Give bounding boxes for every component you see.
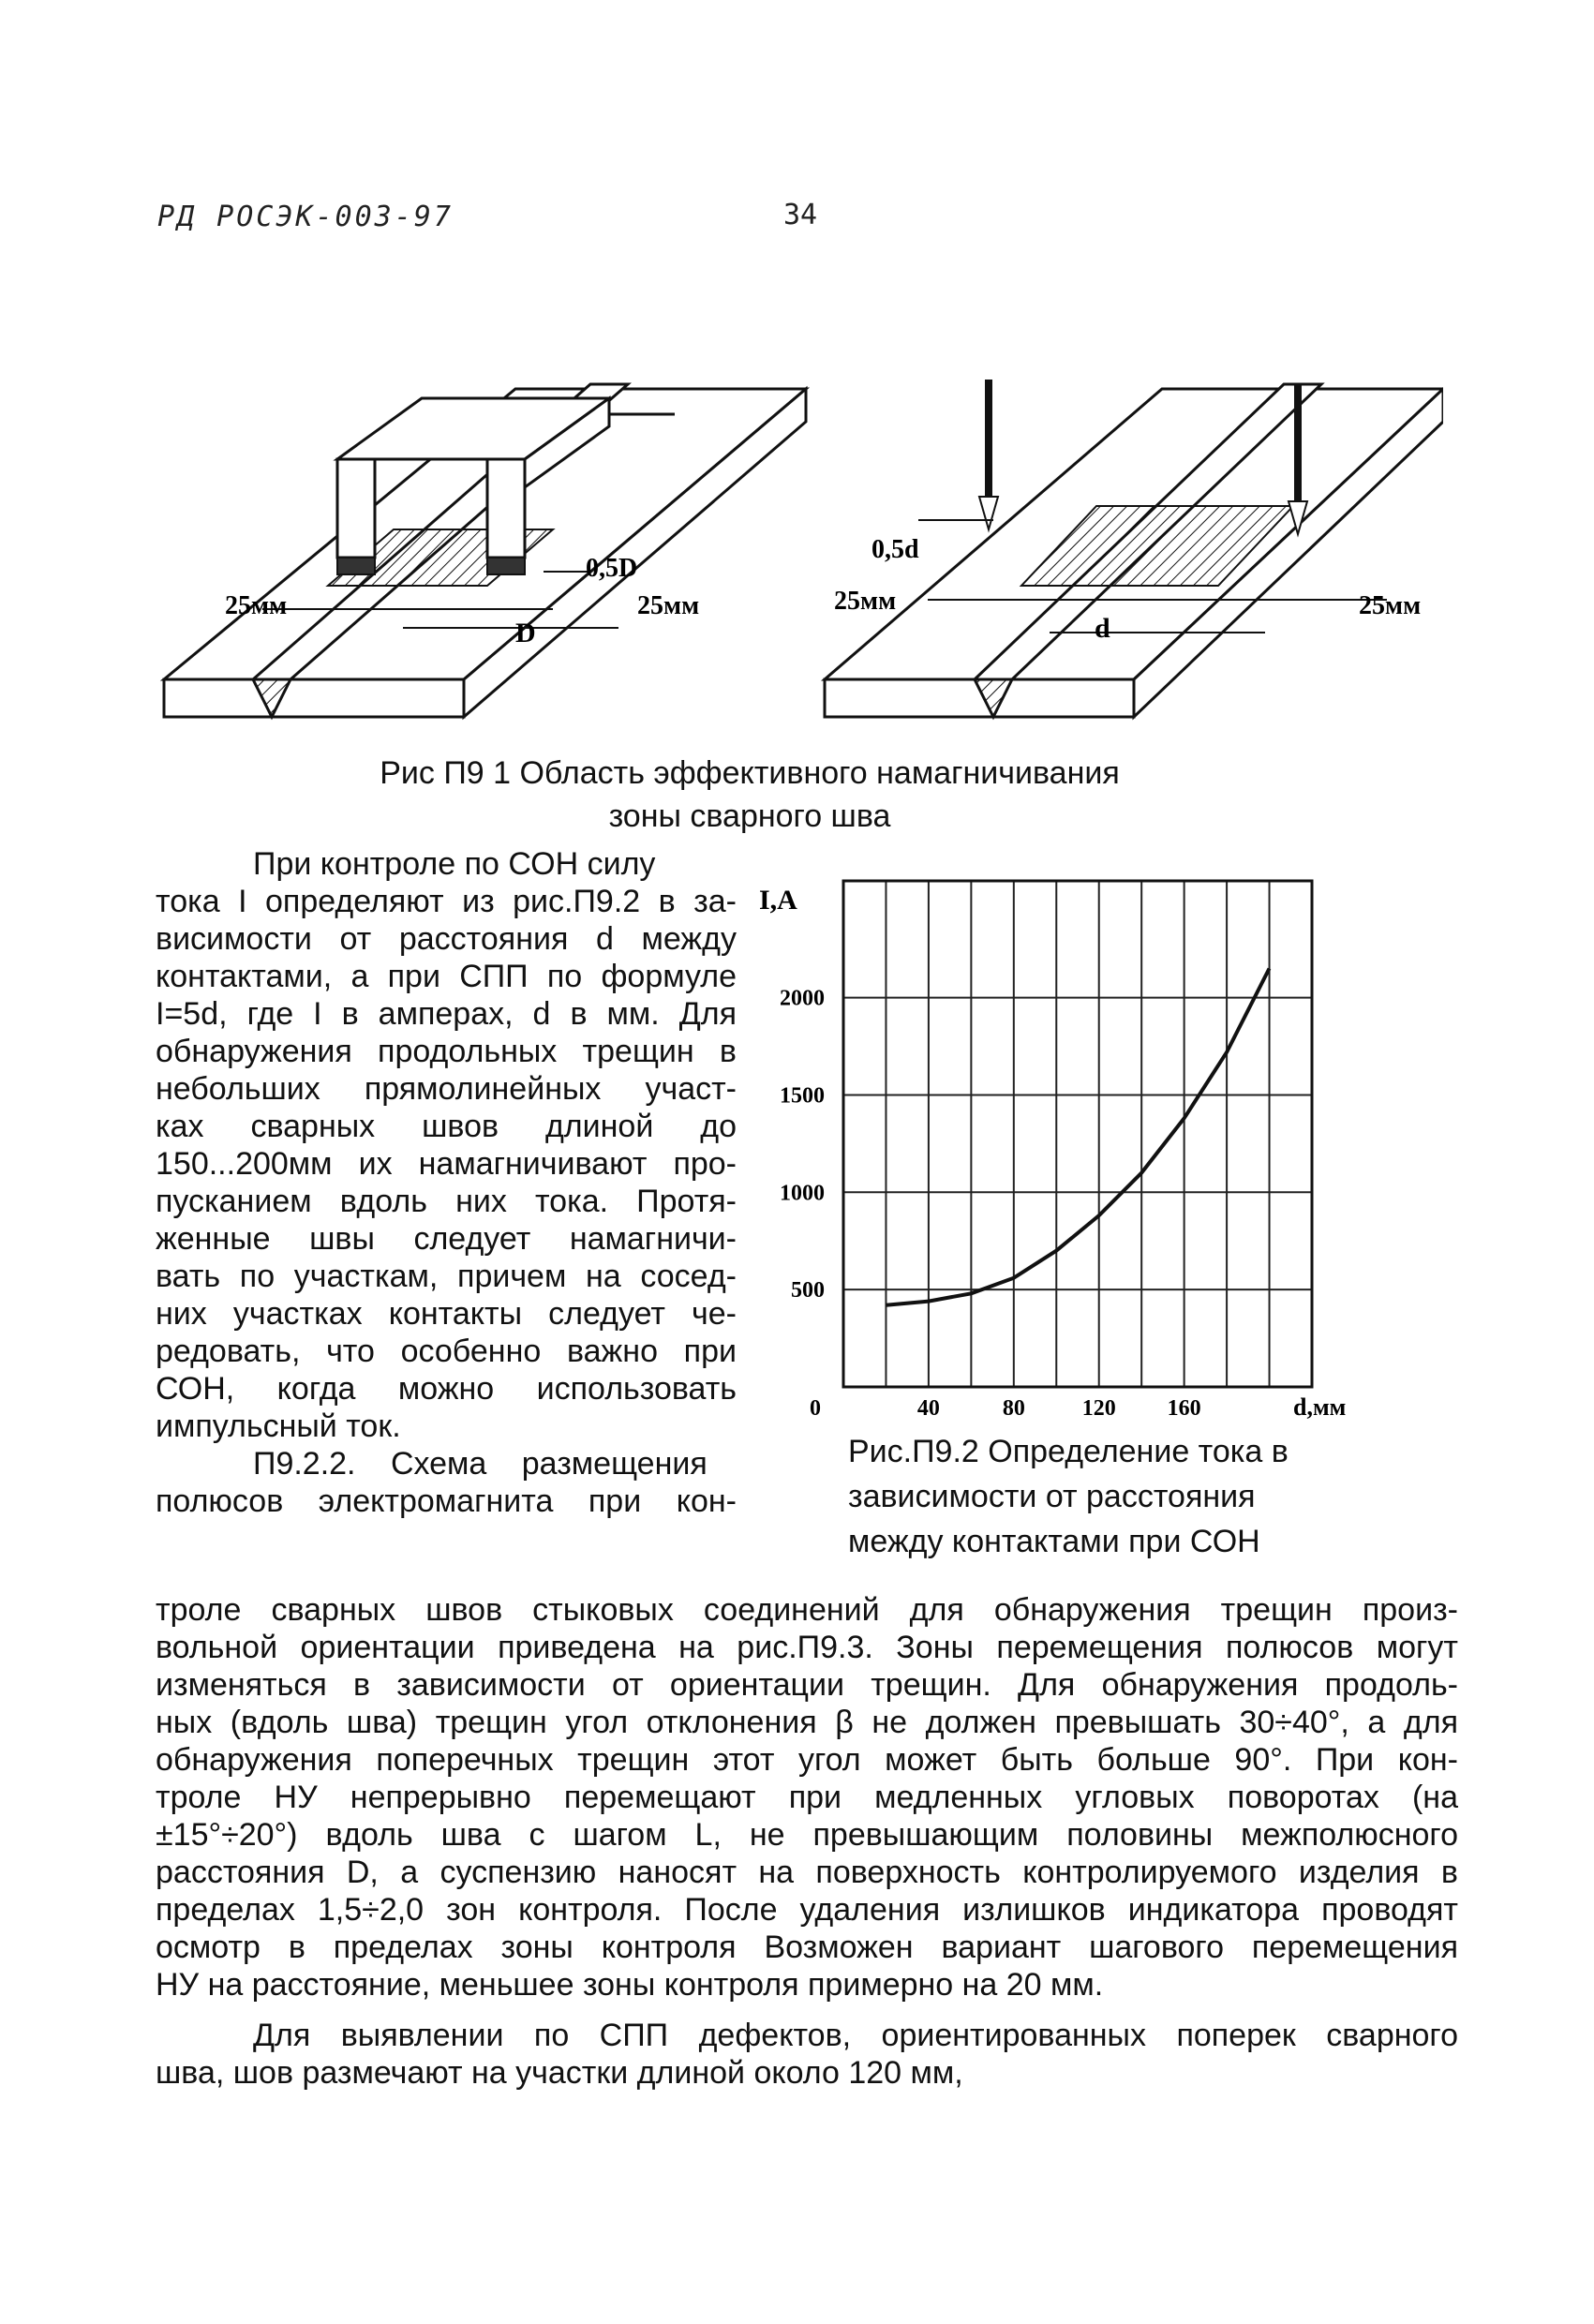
- text-line: тока I определяют из рис.П9.2 в за-: [156, 884, 737, 919]
- chart-y-axis-label: I,A: [759, 885, 797, 916]
- full-width-text: [156, 1591, 1458, 2004]
- weld-magnetization-figure: [150, 356, 1443, 731]
- section-heading-line: П9.2.2. Схема размещения: [253, 1446, 708, 1482]
- last-paragraph: [156, 2017, 1458, 2092]
- text-line: расстояния D, а суспензию наносят на поверхность контролируемого изделия в: [156, 1855, 1458, 1890]
- text-line: пусканием вдоль них тока. Протя-: [156, 1184, 737, 1219]
- text-line: вать по участкам, причем на сосед-: [156, 1259, 737, 1294]
- right-width-label-right: 25мм: [1359, 591, 1422, 620]
- text-line: небольших прямолинейных участ-: [156, 1071, 737, 1107]
- pole-distance-label: D: [515, 618, 536, 648]
- text-line: троле НУ непрерывно перемещают при медленных угловых поворотах (на: [156, 1780, 1458, 1815]
- half-pole-distance-label: 0,5D: [586, 554, 638, 583]
- text-line: I=5d, где I в амперах, d в мм. Для: [156, 996, 737, 1032]
- text-line: пределах 1,5÷2,0 зон контроля. После удаления излишков индикатора проводят: [156, 1892, 1458, 1928]
- document-code: РД РОСЭК-003-97: [157, 201, 454, 233]
- contact-distance-label: d: [1095, 613, 1110, 644]
- chart-x-axis-label: d,мм: [1293, 1393, 1347, 1421]
- text-line: висимости от расстояния d между: [156, 921, 737, 957]
- text-line: 150...200мм их намагничивают про-: [156, 1146, 737, 1182]
- text-line: ных (вдоль шва) трещин угол отклонения β не должен превышать 30÷40°, а для: [156, 1705, 1458, 1740]
- figure1-caption: [281, 752, 1218, 838]
- text-line: вольной ориентации приведена на рис.П9.3. Зоны перемещения полюсов могут: [156, 1630, 1458, 1665]
- text-line: них участках контакты следует че-: [156, 1296, 737, 1332]
- left-column-text: [156, 845, 737, 1520]
- chart-x-tick-label: 160: [1167, 1396, 1201, 1421]
- text-line: редовать, что особенно важно при: [156, 1333, 737, 1369]
- chart-y-ticks: [780, 987, 825, 1304]
- chart-x-tick-label: 0: [810, 1396, 821, 1421]
- text-line: шва, шов размечают на участки длиной около 120 мм,: [156, 2055, 963, 2091]
- left-width-label-left: 25мм: [225, 591, 288, 620]
- chart-y-tick-label: 2000: [780, 986, 825, 1011]
- chart-x-tick-label: 40: [916, 1396, 940, 1421]
- figure1-caption-line: Рис П9 1 Область эффективного намагничивания: [380, 755, 1120, 791]
- text-line: При контроле по СОН силу: [253, 846, 656, 882]
- text-line: обнаружения поперечных трещин этот угол может быть больше 90°. При кон-: [156, 1742, 1458, 1778]
- chart-caption-line: между контактами при СОН: [848, 1524, 1260, 1559]
- current-vs-distance-chart: [750, 872, 1359, 1415]
- chart-caption-line: зависимости от расстояния: [848, 1479, 1256, 1514]
- chart-y-tick-label: 500: [791, 1278, 825, 1304]
- text-line: Для выявлении по СПП дефектов, ориентированных поперек сварного: [253, 2018, 1458, 2053]
- text-line: НУ на расстояние, меньшее зоны контроля примерно на 20 мм.: [156, 1967, 1104, 2003]
- left-width-label-right: 25мм: [637, 591, 700, 620]
- chart-plot-frame: [843, 881, 1312, 1387]
- figure1-caption-line: зоны сварного шва: [608, 798, 891, 834]
- text-line: импульсный ток.: [156, 1408, 401, 1444]
- chart-grid: [843, 881, 1312, 1387]
- chart-caption-line: Рис.П9.2 Определение тока в: [848, 1434, 1289, 1469]
- chart-y-tick-label: 1500: [780, 1083, 825, 1109]
- text-line: изменяться в зависимости от ориентации трещин. Для обнаружения продоль-: [156, 1667, 1458, 1703]
- text-line: контактами, а при СПП по формуле: [156, 959, 737, 994]
- chart-caption: [848, 1429, 1373, 1564]
- text-line: ±15°÷20°) вдоль шва с шагом L, не превышающим половины межполюсного: [156, 1817, 1458, 1853]
- text-line: СОН, когда можно использовать: [156, 1371, 737, 1407]
- electromagnet-illustration: [164, 384, 806, 717]
- chart-series-line: [886, 969, 1270, 1305]
- text-line: ках сварных швов длиной до: [156, 1109, 737, 1144]
- chart-x-ticks: [810, 1396, 1201, 1421]
- page-number: 34: [783, 199, 818, 231]
- text-line: женные швы следует намагничи-: [156, 1221, 737, 1257]
- half-contact-distance-label: 0,5d: [871, 535, 919, 564]
- text-line: обнаружения продольных трещин в: [156, 1034, 737, 1069]
- chart-x-tick-label: 80: [1002, 1396, 1025, 1421]
- right-width-label-left: 25мм: [834, 587, 897, 616]
- text-line: троле сварных швов стыковых соединений для обнаружения трещин произ-: [156, 1592, 1458, 1628]
- text-line: осмотр в пределах зоны контроля Возможен вариант шагового перемещения: [156, 1929, 1458, 1965]
- chart-x-axis: [750, 1387, 1387, 1424]
- chart-y-tick-label: 1000: [780, 1181, 825, 1206]
- text-line: полюсов электромагнита при кон-: [156, 1483, 737, 1519]
- chart-x-tick-label: 120: [1081, 1396, 1116, 1421]
